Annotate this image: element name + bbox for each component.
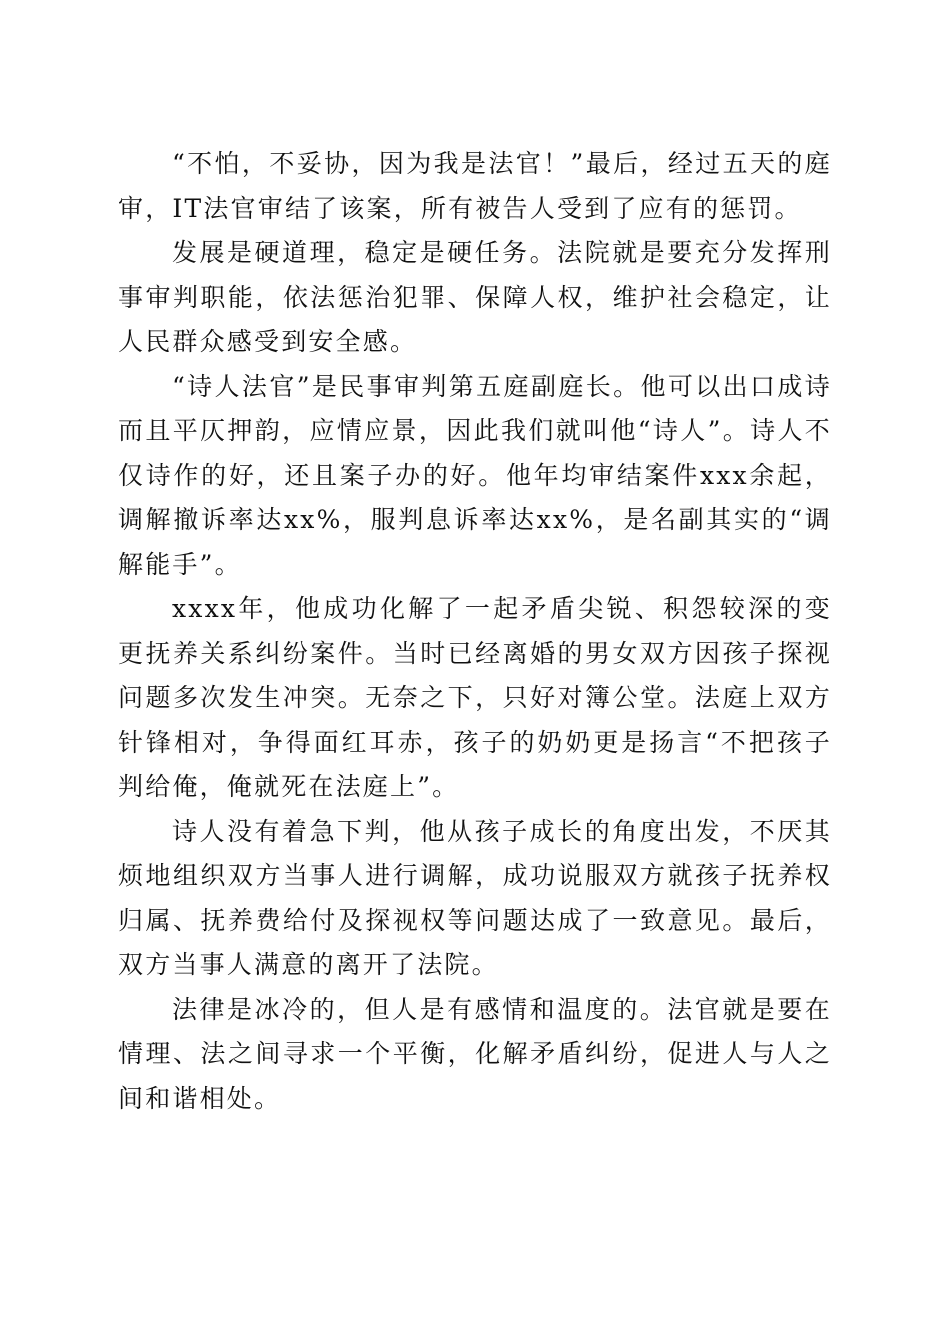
paragraph-mediation: 诗人没有着急下判，他从孩子成长的角度出发，不厌其烦地组织双方当事人进行调解，成功说服双方就孩子抚养权归属、抚养费给付及探视权等问题达成了一致意见。最后，双方当事人满意的离开了法院。 [118,816,832,979]
paragraph-poet-judge: “诗人法官”是民事审判第五庭副庭长。他可以出口成诗而且平仄押韵，应情应景，因此我们就叫他“诗人”。诗人不仅诗作的好，还且案子办的好。他年均审结案件xxx余起，调解撤诉率达xx%，服判息诉率达xx%，是名副其实的“调解能手”。 [118,371,832,579]
document-body [118,142,832,1121]
paragraph-custody-case: xxxx年，他成功化解了一起矛盾尖锐、积怨较深的变更抚养关系纠纷案件。当时已经离婚的男女双方因孩子探视问题多次发生冲突。无奈之下，只好对簿公堂。法庭上双方针锋相对，争得面红耳赤，孩子的奶奶更是扬言“不把孩子判给俺，俺就死在法庭上”。 [118,594,832,801]
paragraph-verdict: “不怕，不妥协，因为我是法官！”最后，经过五天的庭审，IT法官审结了该案，所有被告人受到了应有的惩罚。 [118,149,832,223]
paragraph-conclusion: 法律是冰冷的，但人是有感情和温度的。法官就是要在情理、法之间寻求一个平衡，化解矛盾纠纷，促进人与人之间和谐相处。 [118,994,832,1113]
paragraph-stability: 发展是硬道理，稳定是硬任务。法院就是要充分发挥刑事审判职能，依法惩治犯罪、保障人权，维护社会稳定，让人民群众感受到安全感。 [118,238,832,356]
